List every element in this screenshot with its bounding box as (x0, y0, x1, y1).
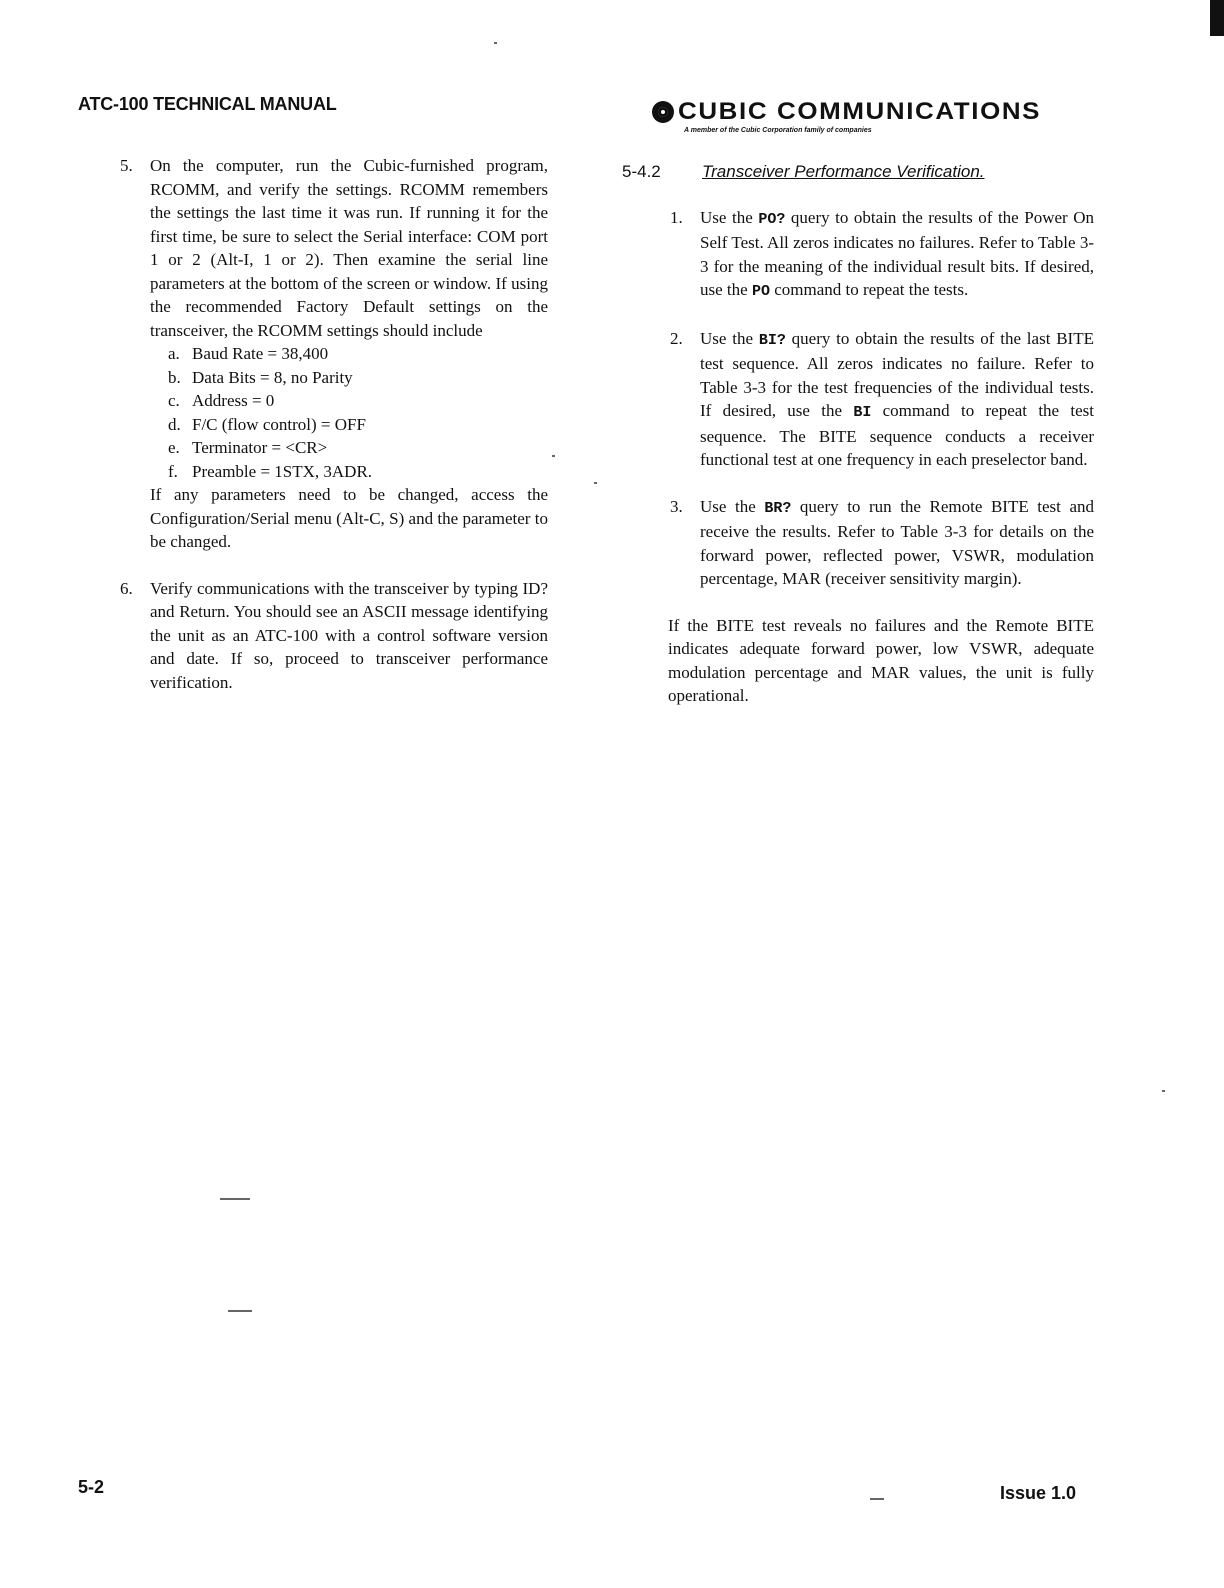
list-text: F/C (flow control) = OFF (192, 414, 366, 434)
list-item (168, 389, 548, 413)
list-text: Terminator = <CR> (192, 438, 328, 457)
list-item (168, 436, 548, 460)
command-code: PO (751, 283, 770, 300)
scan-speck (552, 455, 555, 457)
step-text-part: Use the (700, 328, 754, 348)
logo-name: CUBIC COMMUNICATIONS (678, 98, 1042, 125)
scan-speck (870, 1498, 884, 1500)
step-text: On the computer, run the Cubic-furnished program, RCOMM, and verify the settings. RCOMM remembers the settings the last time it was run. If running it for the first time, be sure to select the Serial interface: COM port 1 or 2 (Alt-I, 1 or 2). Then examine the serial line parameters at the bottom of the screen or window. If using the recommended Factory Default settings on the transceiver, the RCOMM settings should include (150, 156, 548, 340)
step-text: Verify communications with the transceiver by typing ID? and Return. You should see an ASCII message identifying the unit as an ATC-100 with a control software version and date. If so, proceed to transceiver performance verification. (150, 578, 548, 692)
scan-speck (494, 42, 497, 44)
step-text-part: Use the (700, 207, 753, 227)
list-letter: c. (168, 391, 180, 410)
scan-speck (1162, 1090, 1165, 1092)
scan-edge-mark (1210, 0, 1224, 36)
step-5 (120, 154, 548, 554)
step-number: 3. (670, 496, 683, 516)
scan-speck (228, 1310, 252, 1312)
list-letter: b. (168, 367, 181, 387)
section-title: Transceiver Performance Verification. (702, 162, 985, 181)
right-column (622, 160, 1094, 708)
step-number: 1. (670, 207, 683, 227)
issue-label: Issue 1.0 (1000, 1483, 1077, 1503)
list-text: Data Bits = 8, no Parity (192, 367, 353, 387)
command-code: BI? (758, 331, 786, 349)
step-text-part: Use the (700, 496, 756, 516)
scan-speck (594, 482, 597, 484)
list-text: Preamble = 1STX, 3ADR. (192, 461, 373, 481)
globe-logo-icon (652, 101, 674, 123)
command-code: PO? (758, 210, 786, 228)
section-number: 5-4.2 (622, 162, 661, 181)
scan-speck (220, 1198, 250, 1200)
settings-list (168, 342, 548, 483)
page-number: 5-2 (78, 1477, 105, 1497)
list-item (168, 460, 548, 484)
step-text-part: query to run the Remote BITE test and receive the results. Refer to Table 3-3 for details on the forward power, reflected power, VSWR, modulation percentage, MAR (receiver sensitivity margin). (700, 496, 1094, 588)
step-text-part: command to repeat the tests. (774, 280, 969, 299)
step-1 (670, 206, 1094, 304)
list-letter: f. (168, 461, 178, 481)
step-text-part: query to obtain the results of the Power On Self Test. All zeros indicates no failures. Refer to Table 3-3 for the meaning of the individual result bits. If desired, use the (700, 207, 1095, 299)
step-3 (670, 495, 1094, 591)
step-text (700, 206, 1094, 304)
step-text-part: query to obtain the results of the last BITE test sequence. All zeros indicates no failure. Refer to Table 3-3 for the test frequencies of the individual tests. If desired, use the (700, 328, 1094, 420)
list-letter: a. (168, 344, 180, 363)
step-text (700, 327, 1094, 472)
company-logo (652, 98, 1102, 134)
list-text: Address = 0 (192, 391, 275, 410)
step-number: 6. (120, 578, 133, 598)
step-text (700, 495, 1094, 591)
closing-paragraph: If the BITE test reveals no failures and the Remote BITE indicates adequate forward power, low VSWR, adequate modulation percentage and MAR values, the unit is fully operational. (668, 615, 1094, 705)
step-followup: If any parameters need to be changed, access the Configuration/Serial menu (Alt-C, S) and the parameter to be changed. (150, 485, 548, 551)
command-code: BR? (764, 499, 792, 517)
step-6 (120, 577, 548, 695)
list-item (168, 342, 548, 366)
step-number: 5. (120, 156, 133, 175)
verification-steps (670, 206, 1094, 591)
step-2 (670, 327, 1094, 472)
logo-tagline: A member of the Cubic Corporation family of companies (684, 127, 872, 134)
step-body (150, 154, 548, 554)
manual-title: ATC-100 TECHNICAL MANUAL (78, 94, 337, 114)
list-item (168, 413, 548, 437)
list-text: Baud Rate = 38,400 (192, 344, 329, 363)
step-number: 2. (670, 328, 683, 348)
list-item (168, 366, 548, 390)
left-column (120, 154, 548, 694)
command-code: BI (853, 404, 872, 421)
step-text-part: command to repeat the test sequence. The BITE sequence conducts a receiver functional test at one frequency in each preselector band. (700, 401, 1095, 469)
list-letter: d. (168, 414, 181, 434)
section-heading (622, 160, 1094, 184)
list-letter: e. (168, 438, 180, 457)
